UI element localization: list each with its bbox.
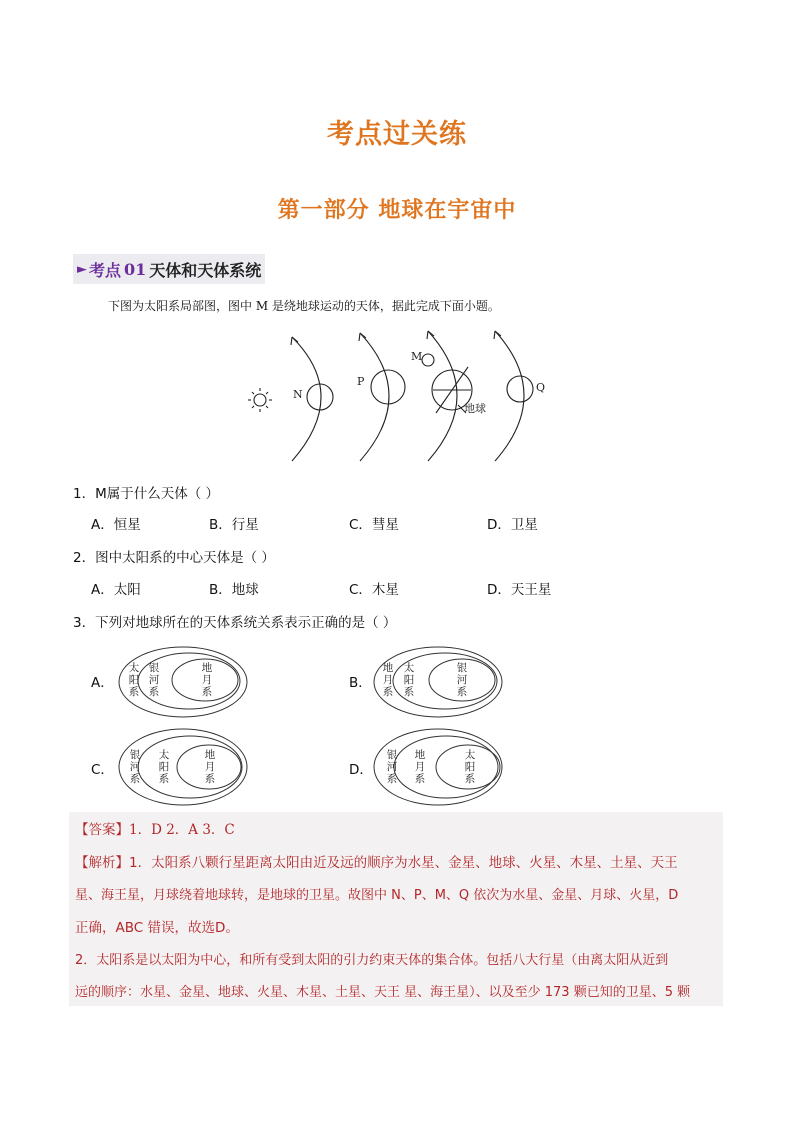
section-heading — [73, 254, 265, 284]
q3-option-c[interactable]: C． — [91, 762, 114, 778]
question-2-stem: 2．图中太阳系的中心天体是（ ） — [73, 550, 275, 566]
q1-option-d[interactable]: D．卫星 — [487, 517, 538, 533]
analysis-line-2: 星、海王星，月球绕着地球转，是地球的卫星。故图中 N、P、M、Q 依次为水星、金星、月球、火星，D — [75, 888, 679, 903]
analysis-line-4: 2．太阳系是以太阳为中心，和所有受到太阳的引力约束天体的集合体。包括八大行星（由离太阳从近到 — [75, 953, 669, 968]
section-label-prefix: 考点 — [89, 260, 122, 280]
analysis-tag: 【解析】 — [75, 855, 129, 871]
page-subtitle: 第一部分 地球在宇宙中 — [277, 198, 517, 223]
question-3-stem: 3．下列对地球所在的天体系统关系表示正确的是（ ） — [73, 615, 397, 631]
q1-option-a[interactable]: A．恒星 — [91, 517, 141, 533]
solar-system-figure — [240, 325, 570, 465]
moon-m — [422, 354, 434, 366]
q3-option-b[interactable]: B． — [349, 675, 372, 691]
analysis-line-3: 正确，ABC 错误，故选D。 — [75, 920, 239, 936]
diagram-b-label-3: 银河系 — [456, 662, 468, 698]
sun-icon — [248, 388, 272, 412]
q1-option-b[interactable]: B．行星 — [209, 517, 259, 533]
analysis-line-5: 远的顺序：水星、金星、地球、火星、木星、土星、天王 星、海王星）、以及至少 173 颗已知的卫星、5 颗 — [75, 985, 691, 1000]
diagram-c-label-3: 地月系 — [204, 749, 216, 785]
q2-option-c[interactable]: C．木星 — [349, 582, 399, 598]
section-number: 01 — [124, 259, 147, 279]
diagram-a-label-3: 地月系 — [201, 662, 213, 698]
page-title: 考点过关练 — [327, 119, 467, 150]
answer-tag: 【答案】 — [75, 822, 129, 838]
q2-option-a[interactable]: A．太阳 — [91, 582, 141, 598]
label-m: M — [411, 350, 423, 363]
diagram-c-label-1: 银河系 — [129, 749, 141, 785]
triangle-arrow-icon: ► — [77, 261, 87, 277]
diagram-a-label-2: 银河系 — [148, 662, 160, 698]
label-earth: 地球 — [464, 402, 486, 415]
q2-option-d[interactable]: D．天王星 — [487, 582, 552, 598]
label-n: N — [293, 388, 303, 401]
analysis-line-1 — [75, 851, 678, 871]
analysis-text-1: 1．太阳系八颗行星距离太阳由近及远的顺序为水星、金星、地球、火星、木星、土星、天王 — [129, 855, 678, 871]
q3-option-a[interactable]: A． — [91, 675, 114, 691]
diagram-d-label-3: 太阳系 — [464, 749, 476, 785]
diagram-d-label-2: 地月系 — [414, 749, 426, 785]
label-q: Q — [536, 381, 546, 394]
diagram-d-label-1: 银河系 — [386, 749, 398, 785]
q1-option-c[interactable]: C．彗星 — [349, 517, 399, 533]
diagram-c-label-2: 太阳系 — [158, 749, 170, 785]
answer-text: 1．D 2．A 3．C — [129, 822, 235, 838]
label-p: P — [357, 375, 365, 388]
diagram-a-label-1: 太阳系 — [128, 662, 140, 698]
diagram-b-label-2: 太阳系 — [403, 662, 415, 698]
answer-line — [75, 818, 235, 838]
q2-option-b[interactable]: B．地球 — [209, 582, 259, 598]
planet-q — [507, 376, 533, 402]
section-name: 天体和天体系统 — [149, 260, 262, 280]
question-intro: 下图为太阳系局部图，图中 M 是绕地球运动的天体，据此完成下面小题。 — [108, 299, 500, 313]
answer-analysis-panel — [69, 812, 723, 1006]
question-1-stem: 1．M属于什么天体（ ） — [73, 486, 220, 502]
q3-option-d[interactable]: D． — [349, 762, 373, 778]
diagram-b-label-1: 地月系 — [382, 662, 394, 698]
